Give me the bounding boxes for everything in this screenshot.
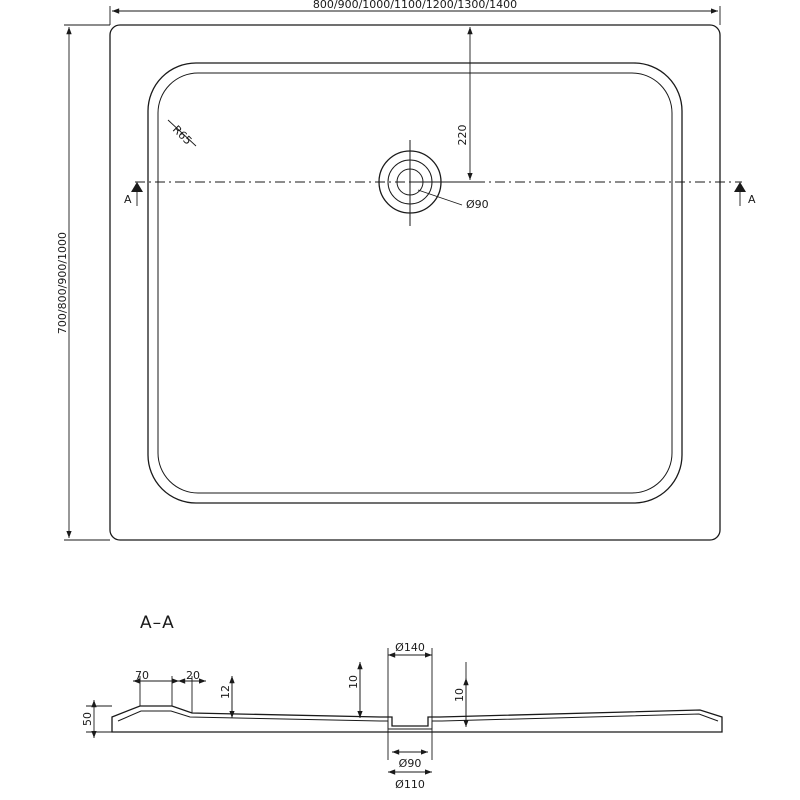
tray-outline [110,25,720,540]
section-view [81,613,722,791]
corner-radius-label: R65 [169,122,195,148]
plan-view [56,0,756,540]
section-label-left: A [124,193,132,206]
top-dimension-label: 800/900/1000/1100/1200/1300/1400 [312,0,518,11]
sec-dim-110-label: Ø110 [395,778,425,791]
section-arrow-right [734,182,746,192]
drain-leader-line [418,190,462,205]
sec-dim-20-label: 20 [186,669,200,682]
section-label-right: A [748,193,756,206]
left-dimension-label: 700/800/900/1000 [56,231,69,335]
sec-dim-90-label: Ø90 [398,757,422,770]
sec-dim-10-label: 10 [347,675,360,689]
sec-dim-140-label: Ø140 [395,641,425,654]
tray-basin-inner [158,73,672,493]
drain-diameter-label: Ø90 [466,198,489,211]
section-profile-outline [112,706,722,732]
tray-basin-outer [148,63,682,503]
sec-dim-70-label: 70 [135,669,149,682]
sec-dim-50-label: 50 [81,712,94,726]
sec-dim-10b-label: 10 [453,688,466,702]
sec-dim-12-label: 12 [219,685,232,699]
drain-offset-label: 220 [456,124,469,146]
section-title: A–A [140,613,175,633]
section-arrow-left [131,182,143,192]
